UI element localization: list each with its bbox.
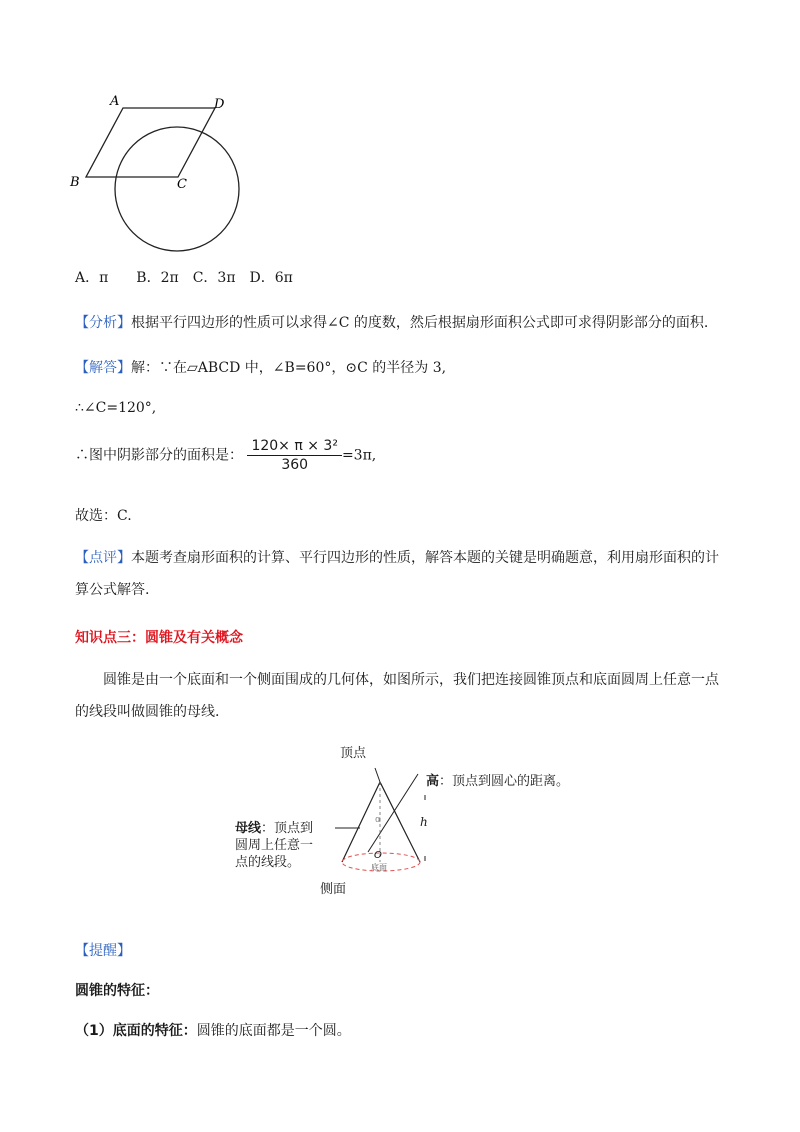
generatrix-label bbox=[235, 820, 313, 871]
alpha-mark: α bbox=[375, 815, 381, 825]
label-b: B bbox=[70, 175, 80, 190]
fraction-denominator: 360 bbox=[281, 457, 309, 473]
analysis-tag: 【分析】 bbox=[75, 315, 131, 331]
cone-figure bbox=[230, 740, 590, 900]
height-text: ：顶点到圆心的距离。 bbox=[439, 774, 570, 789]
features-title: 圆锥的特征： bbox=[75, 983, 159, 999]
height-label bbox=[426, 770, 569, 789]
apex-label: 顶点 bbox=[340, 746, 367, 761]
step-area-suffix: =3π, bbox=[341, 447, 377, 464]
feature-1-text: 圆锥的底面都是一个圆。 bbox=[196, 1023, 351, 1039]
o-label: O bbox=[374, 850, 382, 861]
solution-text: 解：∵在▱ABCD 中，∠B=60°，⊙C 的半径为 3, bbox=[131, 360, 447, 376]
intro-block bbox=[75, 664, 735, 728]
comment-tag: 【点评】 bbox=[75, 550, 131, 566]
answer-options: A．π B．2π C．3π D．6π bbox=[75, 270, 293, 286]
h-label: h bbox=[420, 815, 428, 829]
section-title: 知识点三：圆锥及有关概念 bbox=[75, 630, 243, 646]
area-fraction bbox=[247, 438, 341, 473]
lateral-label: 侧面 bbox=[320, 882, 347, 897]
solution-tag: 【解答】 bbox=[75, 360, 131, 376]
reminder-tag: 【提醒】 bbox=[75, 943, 131, 959]
step-area bbox=[75, 438, 376, 473]
step-area-prefix: ∴图中阴影部分的面积是： bbox=[75, 447, 243, 464]
comment-block bbox=[75, 542, 735, 606]
generatrix-line-1: ：顶点到 bbox=[261, 821, 314, 836]
feature-1-num: （1） bbox=[75, 1023, 113, 1039]
generatrix-line-3: 点的线段。 bbox=[235, 855, 301, 870]
feature-1-bold: 底面的特征： bbox=[112, 1023, 197, 1039]
height-bold: 高 bbox=[426, 774, 440, 789]
fraction-numerator: 120× π × 3² bbox=[247, 438, 341, 456]
parallelogram-abcd bbox=[86, 108, 215, 177]
parallelogram-circle-figure bbox=[60, 88, 260, 268]
choice-line: 故选：C. bbox=[75, 508, 132, 524]
analysis-text: 根据平行四边形的性质可以求得∠C 的度数，然后根据扇形面积公式即可求得阴影部分的面积. bbox=[131, 315, 709, 331]
solution-line bbox=[75, 357, 446, 377]
analysis-line bbox=[75, 312, 708, 332]
generatrix-bold: 母线 bbox=[235, 821, 262, 836]
comment-text-2: 算公式解答. bbox=[75, 582, 150, 598]
step-angle-c: ∴∠C=120°, bbox=[75, 400, 157, 416]
generatrix-line-2: 圆周上任意一 bbox=[235, 838, 314, 853]
intro-line-2: 的线段叫做圆锥的母线. bbox=[75, 704, 220, 720]
label-a: A bbox=[110, 94, 120, 109]
feature-1 bbox=[75, 1020, 351, 1040]
base-label: 底面 bbox=[371, 863, 387, 872]
intro-line-1: 圆锥是由一个底面和一个侧面围成的几何体，如图所示，我们把连接圆锥顶点和底面圆周上任意一点 bbox=[103, 672, 719, 688]
comment-text-1: 本题考查扇形面积的计算、平行四边形的性质，解答本题的关键是明确题意，利用扇形面积的计 bbox=[131, 550, 719, 566]
label-c: C bbox=[177, 177, 187, 192]
label-d: D bbox=[214, 97, 225, 112]
